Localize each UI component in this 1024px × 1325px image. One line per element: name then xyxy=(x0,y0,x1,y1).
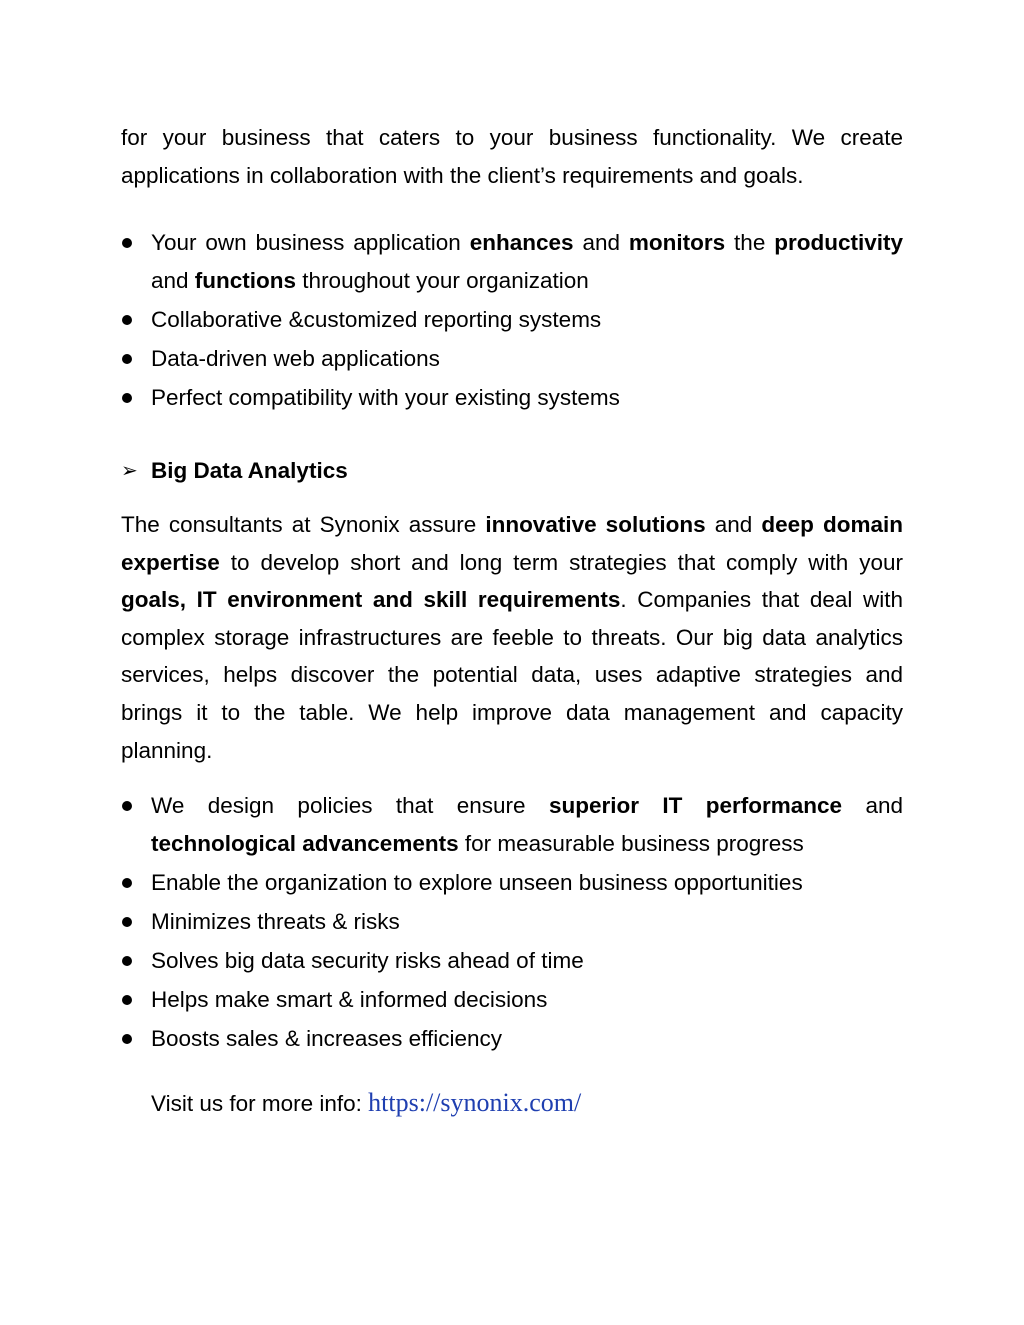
list-item-text: Minimizes threats & risks xyxy=(151,908,400,934)
bullet-icon xyxy=(122,995,132,1005)
document-page xyxy=(121,119,903,1124)
bullet-icon xyxy=(122,801,132,811)
benefits-list xyxy=(121,787,903,1057)
bold-run: productivity xyxy=(774,230,904,255)
bold-run: technological advancements xyxy=(151,830,459,856)
bullet-icon xyxy=(122,917,132,927)
bullet-icon xyxy=(122,878,132,888)
visit-label: Visit us for more info: xyxy=(151,1091,369,1117)
bullet-icon xyxy=(122,956,132,966)
website-link[interactable]: https://synonix.com/ xyxy=(368,1088,582,1118)
text-run: Your own business application xyxy=(151,230,470,255)
bold-run: innovative solutions xyxy=(485,512,706,537)
list-item-text: Solves big data security risks ahead of time xyxy=(151,947,584,973)
list-item xyxy=(121,787,903,862)
list-item-text: Collaborative &customized reporting systems xyxy=(151,306,602,332)
list-item xyxy=(121,864,903,902)
list-item xyxy=(121,981,903,1019)
bold-run: enhances xyxy=(469,230,574,255)
visit-line xyxy=(121,1083,903,1124)
bold-run: goals, IT environment and skill requirements xyxy=(121,587,621,613)
list-item xyxy=(121,942,903,980)
bullet-icon xyxy=(122,1034,132,1044)
text-run: to develop short and long term strategies that comply with your xyxy=(219,549,903,575)
text-run: the xyxy=(725,230,775,255)
list-item xyxy=(121,301,903,339)
list-item xyxy=(121,903,903,941)
bullet-icon xyxy=(122,354,132,364)
text-run: and xyxy=(151,267,195,293)
list-item-text: Boosts sales & increases efficiency xyxy=(151,1025,503,1051)
list-item xyxy=(121,379,903,417)
bullet-icon xyxy=(122,315,132,325)
list-item xyxy=(121,1020,903,1058)
body-paragraph xyxy=(121,506,903,769)
list-item xyxy=(121,340,903,378)
text-run: throughout your organization xyxy=(296,267,589,293)
intro-paragraph: for your business that caters to your business functionality. We create applications in collaboration with the client’s requirements and goals. xyxy=(121,125,903,188)
text-run: and xyxy=(842,793,903,819)
list-item-text: Enable the organization to explore unseen business opportunities xyxy=(151,869,803,895)
bullet-icon xyxy=(122,238,132,248)
list-item-text: Helps make smart & informed decisions xyxy=(151,986,548,1012)
bold-run: superior IT performance xyxy=(548,793,843,819)
features-list xyxy=(121,224,903,416)
bold-run: deep domain expertise xyxy=(121,512,903,575)
bold-run: monitors xyxy=(628,230,726,255)
list-item xyxy=(121,224,903,299)
text-run: for measurable business progress xyxy=(458,830,804,856)
bold-run: functions xyxy=(194,267,297,293)
bullet-icon xyxy=(122,393,132,403)
list-item-text: Perfect compatibility with your existing systems xyxy=(151,384,620,410)
section-heading-text: Big Data Analytics xyxy=(151,458,348,483)
text-run: and xyxy=(705,512,762,537)
text-run: and xyxy=(573,230,629,255)
text-run: The consultants at Synonix assure xyxy=(121,512,486,537)
arrow-bullet-icon: ➢ xyxy=(121,458,138,482)
section-heading xyxy=(121,452,903,489)
text-run: We design policies that ensure xyxy=(151,793,549,819)
list-item-text: Data-driven web applications xyxy=(151,345,440,371)
text-run: . Companies that deal with complex storage infrastructures are feeble to threats. Our big data analytics services, helps discover the potential data, uses adaptive strategies and brings it to the table. We help improve data management and capacity planning. xyxy=(121,587,903,763)
